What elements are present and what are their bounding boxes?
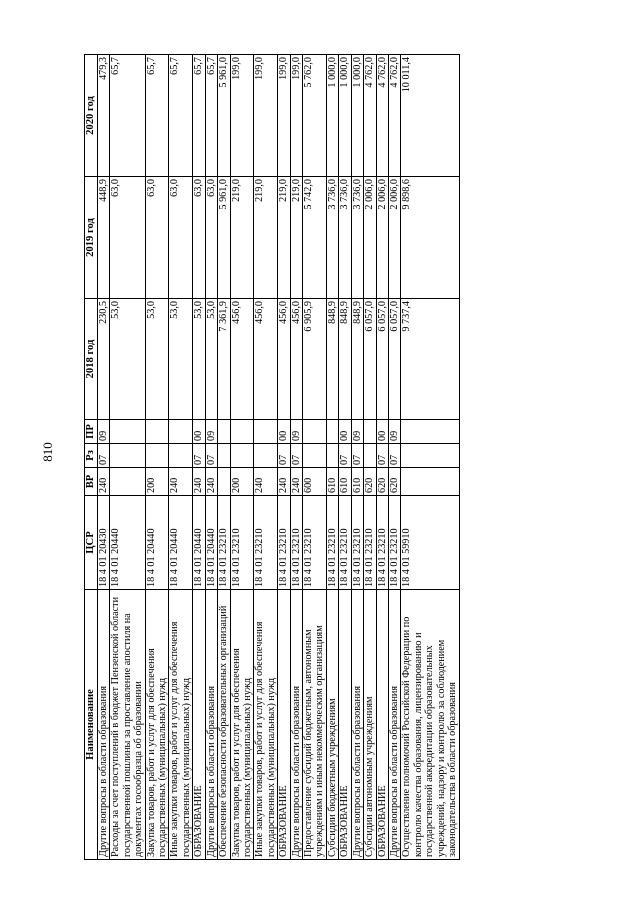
header-name: Наименование [85,590,98,860]
table-row [351,55,363,860]
cell-name: ОБРАЗОВАНИЕ [278,590,290,860]
cell-pr [254,420,278,444]
cell-2019: 5 961,0 [218,177,230,299]
cell-rz: 07 [339,444,351,468]
cell-2018: 6 057,0 [388,299,400,420]
cell-vr: 610 [351,468,363,496]
cell-csr: 18 4 01 23210 [278,496,290,590]
cell-csr: 18 4 01 23210 [326,496,338,590]
cell-2019: 3 736,0 [326,177,338,299]
cell-vr: 610 [339,468,351,496]
cell-2018: 6 057,0 [364,299,376,420]
table-row [145,55,169,860]
table-row [205,55,217,860]
cell-name: ОБРАЗОВАНИЕ [376,590,388,860]
cell-pr: 09 [290,420,302,444]
cell-name: Закупка товаров, работ и услуг для обеспечения государственных (муниципальных) нужд [230,590,254,860]
cell-2020: 5 762,0 [303,55,327,177]
cell-rz [169,444,193,468]
cell-pr [145,420,169,444]
cell-pr [401,420,459,444]
cell-2020: 199,0 [254,55,278,177]
header-csr: ЦСР [85,496,98,590]
cell-rz [110,444,145,468]
cell-pr: 00 [339,420,351,444]
cell-rz: 07 [290,444,302,468]
cell-2018: 6 905,9 [303,299,327,420]
cell-rz [218,444,230,468]
cell-csr: 18 4 01 23210 [303,496,327,590]
cell-2020: 199,0 [290,55,302,177]
cell-rz: 07 [351,444,363,468]
cell-2020: 65,7 [169,55,193,177]
table-row [97,55,109,860]
cell-2018: 456,0 [278,299,290,420]
cell-2019: 219,0 [230,177,254,299]
cell-2018: 456,0 [230,299,254,420]
table-row [278,55,290,860]
cell-rz [401,444,459,468]
cell-rz: 07 [193,444,205,468]
cell-pr [303,420,327,444]
table-row [230,55,254,860]
cell-pr: 09 [205,420,217,444]
header-pr: ПР [85,420,98,444]
cell-2018: 456,0 [290,299,302,420]
cell-pr: 00 [193,420,205,444]
cell-2018: 848,9 [326,299,338,420]
cell-vr [401,468,459,496]
page-number: 810 [40,442,55,462]
cell-2019: 2 006,0 [376,177,388,299]
cell-vr: 620 [388,468,400,496]
table-header-row [85,55,98,860]
cell-2020: 65,7 [145,55,169,177]
cell-vr: 240 [254,468,278,496]
cell-csr: 18 4 01 20440 [205,496,217,590]
cell-2020: 1 000,0 [339,55,351,177]
cell-2019: 63,0 [193,177,205,299]
cell-vr: 620 [364,468,376,496]
cell-2018: 7 361,9 [218,299,230,420]
cell-2018: 230,5 [97,299,109,420]
table-row [290,55,302,860]
cell-pr: 09 [97,420,109,444]
cell-2019: 63,0 [110,177,145,299]
cell-vr [218,468,230,496]
cell-2020: 1 000,0 [351,55,363,177]
cell-2018: 848,9 [339,299,351,420]
cell-pr [326,420,338,444]
header-rz: Рз [85,444,98,468]
cell-2018: 9 737,4 [401,299,459,420]
cell-pr: 00 [376,420,388,444]
table-row [254,55,278,860]
cell-pr [110,420,145,444]
cell-2019: 2 006,0 [364,177,376,299]
cell-2020: 479,3 [97,55,109,177]
cell-name: Обеспечение безопасности образовательных организаций [218,590,230,860]
cell-pr: 09 [388,420,400,444]
cell-csr: 18 4 01 20440 [145,496,169,590]
cell-vr: 620 [376,468,388,496]
cell-vr: 240 [97,468,109,496]
cell-vr: 240 [205,468,217,496]
cell-vr: 240 [278,468,290,496]
table-row [326,55,338,860]
cell-pr [230,420,254,444]
cell-csr: 18 4 01 59910 [401,496,459,590]
cell-2019: 3 736,0 [351,177,363,299]
cell-name: Другие вопросы в области образования [97,590,109,860]
cell-csr: 18 4 01 23210 [290,496,302,590]
cell-rz: 07 [388,444,400,468]
cell-2018: 53,0 [169,299,193,420]
cell-name: Иные закупки товаров, работ и услуг для обеспечения государственных (муниципальных) нужд [254,590,278,860]
cell-2020: 65,7 [193,55,205,177]
header-2018: 2018 год [85,299,98,420]
cell-name: Осуществление полномочий Российской Федерации по контролю качества образования, лицензированию и государственной аккредитации образовательных учреждений, надзору и контролю за соблюдением законодательства в области образования [401,590,459,860]
cell-2020: 4 762,0 [388,55,400,177]
cell-vr: 240 [290,468,302,496]
table-row [110,55,145,860]
cell-rz [364,444,376,468]
cell-csr: 18 4 01 20440 [169,496,193,590]
table-row [339,55,351,860]
cell-rz: 07 [97,444,109,468]
table-row [218,55,230,860]
cell-2018: 53,0 [205,299,217,420]
cell-2018: 53,0 [110,299,145,420]
cell-name: Закупка товаров, работ и услуг для обеспечения государственных (муниципальных) нужд [145,590,169,860]
cell-2018: 53,0 [145,299,169,420]
cell-name: Другие вопросы в области образования [290,590,302,860]
cell-2019: 219,0 [290,177,302,299]
cell-2020: 65,7 [205,55,217,177]
cell-pr: 00 [278,420,290,444]
cell-2019: 63,0 [169,177,193,299]
table-row [193,55,205,860]
budget-table [84,54,460,860]
cell-2019: 2 006,0 [388,177,400,299]
cell-name: Другие вопросы в области образования [351,590,363,860]
cell-2020: 199,0 [230,55,254,177]
cell-2020: 1 000,0 [326,55,338,177]
cell-csr: 18 4 01 23210 [376,496,388,590]
cell-2018: 53,0 [193,299,205,420]
table-row [364,55,376,860]
cell-name: Предоставление субсидий бюджетным, автономным учреждениям и иным некоммерческим организациям [303,590,327,860]
cell-csr: 18 4 01 20440 [193,496,205,590]
table-row [376,55,388,860]
cell-rz [254,444,278,468]
cell-name: Иные закупки товаров, работ и услуг для обеспечения государственных (муниципальных) нужд [169,590,193,860]
cell-vr: 200 [230,468,254,496]
header-2020: 2020 год [85,55,98,177]
cell-vr: 240 [193,468,205,496]
rotated-page-content [84,55,569,860]
table-row [401,55,459,860]
header-vr: ВР [85,468,98,496]
cell-csr: 18 4 01 20440 [110,496,145,590]
table-row [169,55,193,860]
cell-pr [218,420,230,444]
cell-vr: 600 [303,468,327,496]
header-2019: 2019 год [85,177,98,299]
cell-vr [110,468,145,496]
cell-2018: 456,0 [254,299,278,420]
cell-rz [230,444,254,468]
cell-csr: 18 4 01 23210 [388,496,400,590]
cell-2020: 4 762,0 [364,55,376,177]
cell-name: ОБРАЗОВАНИЕ [193,590,205,860]
cell-pr [364,420,376,444]
table-row [303,55,327,860]
cell-name: Субсидии автономным учреждениям [364,590,376,860]
cell-csr: 18 4 01 23210 [351,496,363,590]
cell-2019: 3 736,0 [339,177,351,299]
cell-pr [169,420,193,444]
cell-vr: 240 [169,468,193,496]
cell-name: Расходы за счет поступлений в бюджет Пензенской области государственной пошлины за проставление апостиля на документах госообразца об образовании [110,590,145,860]
cell-name: Субсидии бюджетным учреждениям [326,590,338,860]
cell-csr: 18 4 01 23210 [364,496,376,590]
cell-2018: 848,9 [351,299,363,420]
table-row [388,55,400,860]
cell-csr: 18 4 01 23210 [254,496,278,590]
table-body [97,55,459,860]
cell-2019: 63,0 [205,177,217,299]
cell-2019: 5 742,0 [303,177,327,299]
cell-2020: 5 961,0 [218,55,230,177]
cell-rz [326,444,338,468]
cell-2018: 6 057,0 [376,299,388,420]
cell-2019: 9 898,6 [401,177,459,299]
cell-rz [145,444,169,468]
cell-name: Другие вопросы в области образования [205,590,217,860]
cell-name: ОБРАЗОВАНИЕ [339,590,351,860]
cell-vr: 610 [326,468,338,496]
cell-csr: 18 4 01 23210 [218,496,230,590]
cell-2019: 219,0 [278,177,290,299]
cell-name: Другие вопросы в области образования [388,590,400,860]
cell-vr: 200 [145,468,169,496]
cell-csr: 18 4 01 23210 [339,496,351,590]
cell-csr: 18 4 01 23210 [230,496,254,590]
cell-rz: 07 [205,444,217,468]
cell-2020: 10 011,4 [401,55,459,177]
cell-2019: 219,0 [254,177,278,299]
cell-2019: 448,9 [97,177,109,299]
cell-rz [303,444,327,468]
cell-rz: 07 [278,444,290,468]
cell-2020: 65,7 [110,55,145,177]
cell-csr: 18 4 01 20430 [97,496,109,590]
cell-pr: 09 [351,420,363,444]
cell-2019: 63,0 [145,177,169,299]
cell-2020: 4 762,0 [376,55,388,177]
cell-rz: 07 [376,444,388,468]
cell-2020: 199,0 [278,55,290,177]
